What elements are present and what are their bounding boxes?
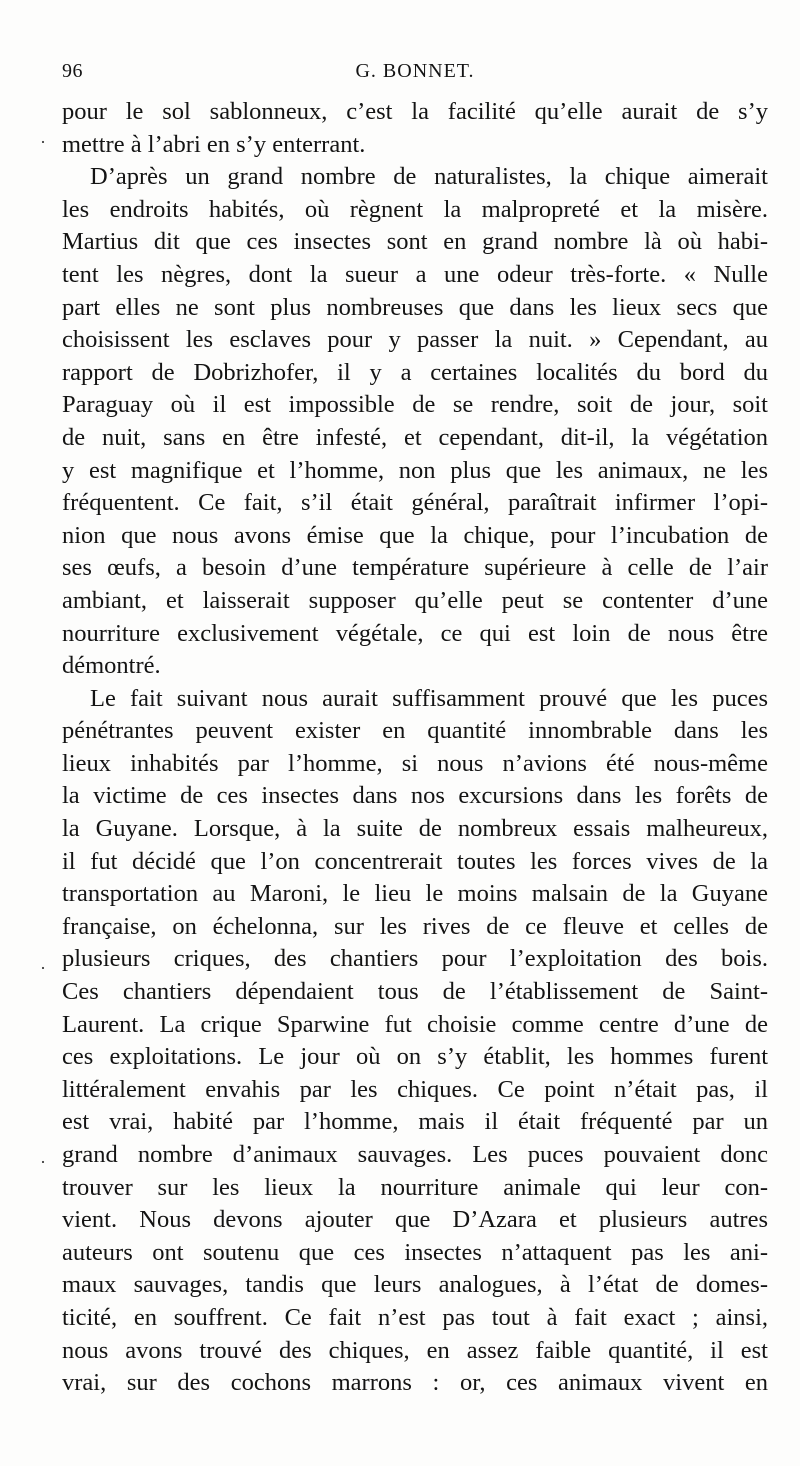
text-line: Ces chantiers dépendaient tous de l’établissement de Saint- [62, 978, 768, 1006]
text-line: Paraguay où il est impossible de se rendre, soit de jour, soit [62, 391, 768, 419]
text-line: rapport de Dobrizhofer, il y a certaines localités du bord du [62, 358, 768, 386]
margin-mark: · [40, 1152, 46, 1172]
margin-mark: · [40, 958, 46, 978]
text-line: vrai, sur des cochons marrons : or, ces animaux vivent en [62, 1369, 768, 1397]
text-line: pénétrantes peuvent exister en quantité innombrable dans les [62, 717, 768, 745]
text-line: nourriture exclusivement végétale, ce qui est loin de nous être [62, 619, 768, 647]
text-line: maux sauvages, tandis que leurs analogues, à l’état de domes- [62, 1271, 768, 1299]
text-line: mettre à l’abri en s’y enterrant. [62, 130, 366, 158]
margin-mark: · [40, 132, 46, 152]
text-line: démontré. [62, 652, 161, 680]
running-head [62, 60, 768, 90]
text-line: D’après un grand nombre de naturalistes, la chique aimerait [90, 163, 768, 191]
text-line: Laurent. La crique Sparwine fut choisie comme centre d’une de [62, 1010, 768, 1038]
text-line: trouver sur les lieux la nourriture animale qui leur con- [62, 1173, 768, 1201]
text-line: vient. Nous devons ajouter que D’Azara et plusieurs autres [62, 1206, 768, 1234]
text-line: choisissent les esclaves pour y passer la nuit. » Cependant, au [62, 326, 768, 354]
text-line: Martius dit que ces insectes sont en grand nombre là où habi- [62, 228, 768, 256]
text-line: lieux inhabités par l’homme, si nous n’avions été nous-même [62, 749, 768, 777]
text-line: il fut décidé que l’on concentrerait toutes les forces vives de la [62, 847, 768, 875]
text-line: transportation au Maroni, le lieu le moins malsain de la Guyane [62, 880, 768, 908]
page-number: 96 [62, 60, 83, 82]
text-line: ambiant, et laisserait supposer qu’elle peut se contenter d’une [62, 586, 768, 614]
text-line: nion que nous avons émise que la chique, pour l’incubation de [62, 521, 768, 549]
text-line: plusieurs criques, des chantiers pour l’exploitation des bois. [62, 945, 768, 973]
text-line: grand nombre d’animaux sauvages. Les puces pouvaient donc [62, 1141, 768, 1168]
text-line: la Guyane. Lorsque, à la suite de nombreux essais malheureux, [62, 815, 768, 843]
running-head-author: G. BONNET. [355, 60, 475, 82]
text-line: tent les nègres, dont la sueur a une odeur très-forte. « Nulle [62, 260, 768, 288]
text-line: auteurs ont soutenu que ces insectes n’attaquent pas les ani- [62, 1238, 768, 1266]
text-line: part elles ne sont plus nombreuses que dans les lieux secs que [62, 293, 768, 321]
text-line: fréquentent. Ce fait, s’il était général, paraîtrait infirmer l’opi- [62, 489, 768, 517]
text-line: est vrai, habité par l’homme, mais il était fréquenté par un [62, 1108, 768, 1136]
text-line: ses œufs, a besoin d’une température supérieure à celle de l’air [62, 554, 768, 582]
text-line: Le fait suivant nous aurait suffisamment prouvé que les puces [90, 684, 768, 712]
text-line: pour le sol sablonneux, c’est la facilité qu’elle aurait de s’y [62, 98, 768, 125]
text-line: ces exploitations. Le jour où on s’y établit, les hommes furent [62, 1043, 768, 1071]
body-text [62, 96, 768, 1400]
text-line: française, on échelonna, sur les rives de ce fleuve et celles de [62, 912, 768, 940]
text-line: nous avons trouvé des chiques, en assez faible quantité, il est [62, 1336, 768, 1364]
text-line: littéralement envahis par les chiques. Ce point n’était pas, il [62, 1075, 768, 1103]
text-line: la victime de ces insectes dans nos excursions dans les forêts de [62, 782, 768, 810]
text-line: ticité, en souffrent. Ce fait n’est pas tout à fait exact ; ainsi, [62, 1303, 768, 1331]
text-line: y est magnifique et l’homme, non plus que les animaux, ne les [62, 456, 768, 484]
text-line: les endroits habités, où règnent la malpropreté et la misère. [62, 195, 768, 223]
text-line: de nuit, sans en être infesté, et cependant, dit-il, la végétation [62, 423, 768, 451]
